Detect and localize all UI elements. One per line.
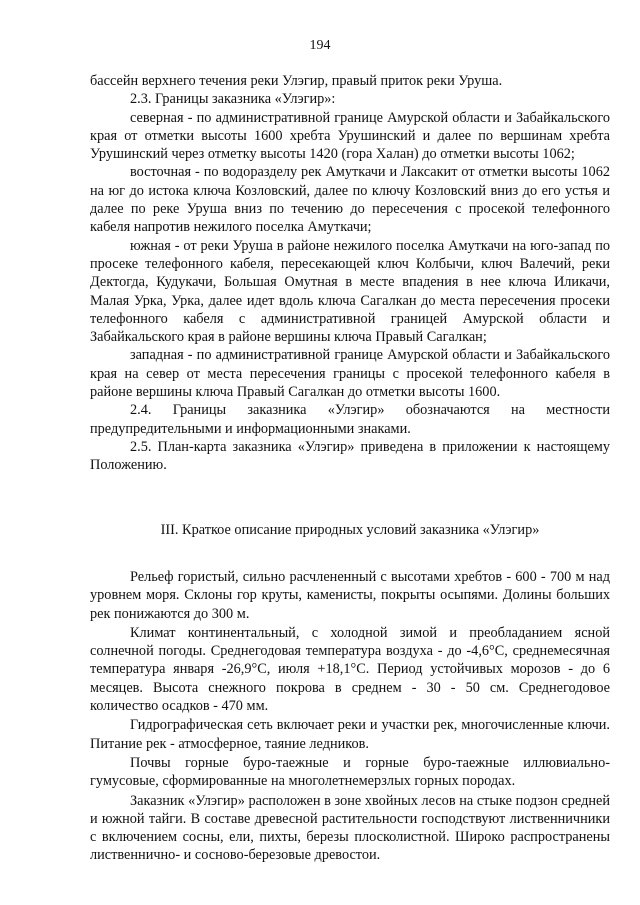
paragraph-south-boundary: южная - от реки Уруша в районе нежилого поселка Амуткачи на юго-запад по просеке телефонного кабеля, пересекающей ключ Колбычи, ключ Валечий, реки Дектогда, Кудукачи, Большая Омутная в месте впадения в нее ключа Иликачи, Малая Урка, Урка, далее идет вдоль ключа Сагалкан до места пересечения просеки телефонного кабеля с административной границей Амурской области и Забайкальского края в районе вершины ключа Правый Сагалкан; [90, 237, 610, 346]
paragraph-heading: 2.3. Границы заказника «Улэгир»: [130, 91, 336, 108]
section-title: III. Краткое описание природных условий заказника «Улэгир» [160, 522, 540, 538]
paragraph-vegetation: Заказник «Улэгир» расположен в зоне хвойных лесов на стыке подзон средней и южной тайги. В составе древесной растительности господствуют лиственничники с включением сосны, ели, пихты, березы плосколистной. Широко распространены лиственнично- и сосново-березовые древостои. [90, 792, 610, 864]
page-number: 194 [309, 38, 331, 53]
natural-conditions-section [90, 568, 610, 865]
boundaries-section [90, 72, 610, 475]
paragraph-west-boundary: западная - по административной границе Амурской области и Забайкальского края на север от места пересечения границы с просекой телефонного кабеля в районе вершины ключа Правый Сагалкан до отметки высоты 1600. [90, 347, 610, 401]
paragraph-soils: Почвы горные буро-таежные и горные буро-таежные иллювиально-гумусовые, сформированные на многолетнемерзлых горных породах. [90, 754, 610, 790]
paragraph-climate: Климат континентальный, с холодной зимой и преобладанием ясной солнечной погоды. Среднегодовая температура воздуха - до -4,6°С, среднемесячная температура января -26,9°С, июля +18,1°С. Период устойчивых морозов - до 6 месяцев. Высота снежного покрова в среднем - 30 - 50 см. Среднегодовое количество осадков - 470 мм. [90, 624, 610, 715]
paragraph-signs: 2.4. Границы заказника «Улэгир» обозначаются на местности предупредительными и информационными знаками. [90, 402, 610, 437]
paragraph-east-boundary: восточная - по водоразделу рек Амуткачи и Лаксакит от отметки высоты 1062 на юг до истока ключа Козловский, далее по ключу Козловский вниз до его устья и далее по реке Уруша вниз по течению до пересечения с просекой телефонного кабеля напротив нежилого поселка Амуткачи; [90, 164, 610, 236]
paragraph-hydrography: Гидрографическая сеть включает реки и участки рек, многочисленные ключи. Питание рек - атмосферное, таяние ледников. [90, 717, 610, 752]
paragraph-relief: Рельеф гористый, сильно расчлененный с высотами хребтов - 600 - 700 м над уровнем моря. Склоны гор круты, каменисты, покрыты осыпями. Долины больших рек понижаются до 300 м. [90, 569, 610, 622]
paragraph-map: 2.5. План-карта заказника «Улэгир» приведена в приложении к настоящему Положению. [90, 438, 610, 474]
paragraph: бассейн верхнего течения реки Улэгир, правый приток реки Уруша. [90, 73, 503, 89]
paragraph-north-boundary: северная - по административной границе Амурской области и Забайкальского края от отметки высоты 1600 хребта Урушинский и далее по вершинам хребта Урушинский через отметку высоты 1420 (гора Халан) до отметки высоты 1062; [90, 109, 610, 163]
